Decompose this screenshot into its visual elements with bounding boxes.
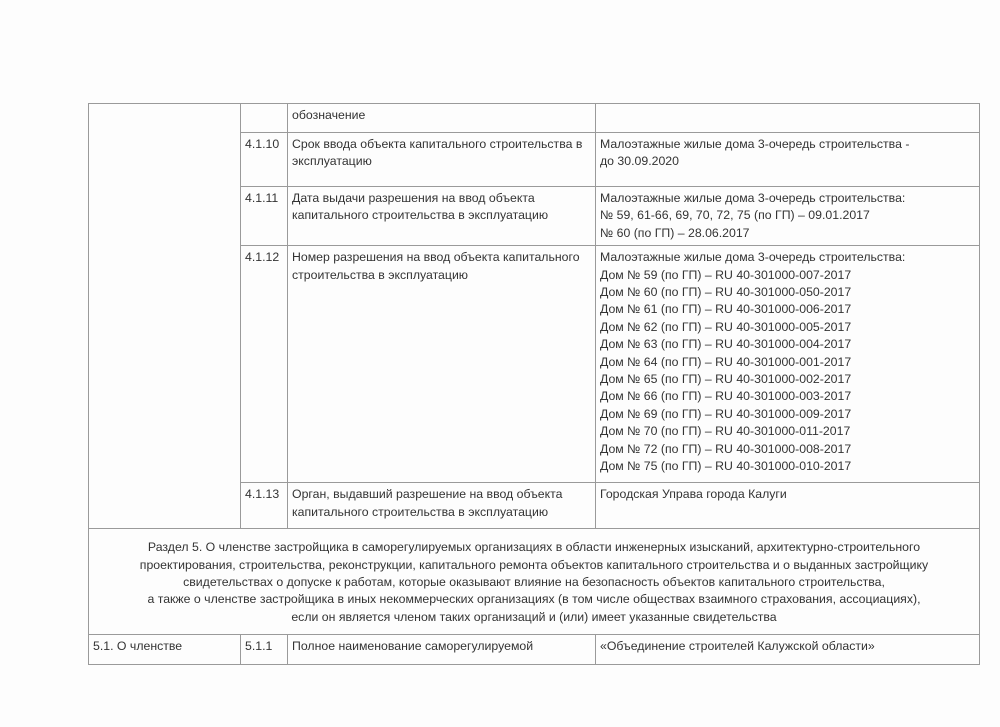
row-label: Дата выдачи разрешения на ввод объекта капитального строительства в эксплуатацию bbox=[288, 187, 596, 246]
row-value: Городская Управа города Калуги bbox=[596, 483, 980, 529]
table-row bbox=[89, 104, 980, 133]
section-5-heading: Раздел 5. О членстве застройщика в саморегулируемых организациях в области инженерных изысканий, архитектурно-строительного проектирования, строительства, реконструкции, капитального ремонта объектов капитального строительства и о выданных застройщику свидетельствах о допуске к работам, которые оказывают влияние на безопасность объектов капитального строительства, а также о членстве застройщика в иных некоммерческих организациях (в том числе обществах взаимного страхования, ассоциациях), если он является членом таких организаций и (или) имеет указанные свидетельства bbox=[89, 529, 980, 635]
row-number: 5.1.1 bbox=[241, 635, 288, 665]
row-value: Малоэтажные жилые дома 3-очередь строительства - до 30.09.2020 bbox=[596, 133, 980, 187]
row-label: Полное наименование саморегулируемой bbox=[288, 635, 596, 665]
group-label: 5.1. О членстве bbox=[89, 635, 241, 665]
row-number: 4.1.13 bbox=[241, 483, 288, 529]
row-value bbox=[596, 104, 980, 133]
row-label: Орган, выдавший разрешение на ввод объекта капитального строительства в эксплуатацию bbox=[288, 483, 596, 529]
row-label: Номер разрешения на ввод объекта капитального строительства в эксплуатацию bbox=[288, 246, 596, 483]
row-value: «Объединение строителей Калужской области» bbox=[596, 635, 980, 665]
table-row bbox=[89, 635, 980, 665]
section-heading-row bbox=[89, 529, 980, 635]
row-label: Срок ввода объекта капитального строительства в эксплуатацию bbox=[288, 133, 596, 187]
row-number: 4.1.12 bbox=[241, 246, 288, 483]
row-value: Малоэтажные жилые дома 3-очередь строительства: Дом № 59 (по ГП) – RU 40-301000-007-2017 Дом № 60 (по ГП) – RU 40-301000-050-2017 Дом № 61 (по ГП) – RU 40-301000-006-2017 Дом № 62 (по ГП) – RU 40-301000-005-2017 Дом № 63 (по ГП) – RU 40-301000-004-2017 Дом № 64 (по ГП) – RU 40-301000-001-2017 Дом № 65 (по ГП) – RU 40-301000-002-2017 Дом № 66 (по ГП) – RU 40-301000-003-2017 Дом № 69 (по ГП) – RU 40-301000-009-2017 Дом № 70 (по ГП) – RU 40-301000-011-2017 Дом № 72 (по ГП) – RU 40-301000-008-2017 Дом № 75 (по ГП) – RU 40-301000-010-2017 bbox=[596, 246, 980, 483]
group-cell bbox=[89, 104, 241, 529]
developer-info-table bbox=[88, 103, 980, 665]
row-value: Малоэтажные жилые дома 3-очередь строительства: № 59, 61-66, 69, 70, 72, 75 (по ГП) – 09.01.2017 № 60 (по ГП) – 28.06.2017 bbox=[596, 187, 980, 246]
row-number: 4.1.11 bbox=[241, 187, 288, 246]
row-number: 4.1.10 bbox=[241, 133, 288, 187]
row-label: обозначение bbox=[288, 104, 596, 133]
